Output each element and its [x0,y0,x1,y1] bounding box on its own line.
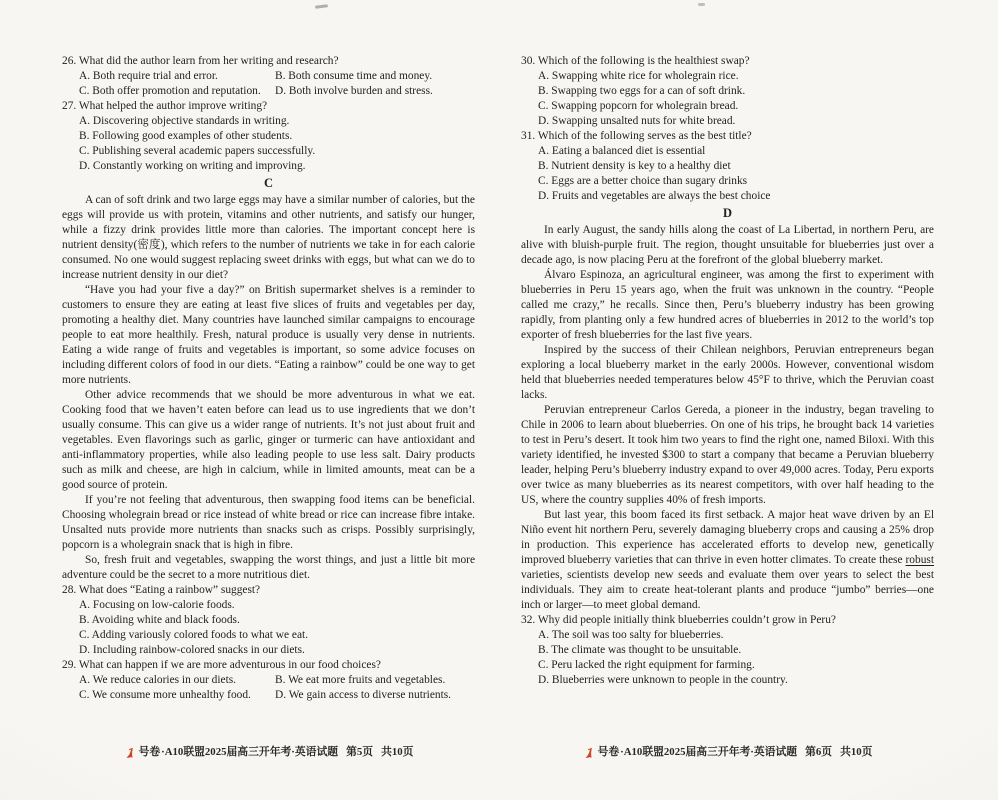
option-B: B. We eat more fruits and vegetables. [275,674,446,686]
paragraph-text: Peruvian entrepreneur Carlos Gereda, a pioneer in the industry, began traveling to Chile in 2006 to learn about blueberries. On one of his trips, he brought back 14 varieties to test in Peru’s desert. It took him two years to find the right one, named Biloxi. With this variety identified, he invested $300 to start a company that became a Peruvian blueberry leader, helping Peru’s blueberry industry expand to over 49,000 acres. Today, Peru exports over twice as many blueberries as its nearest competitors, with over half heading to the US, where the country supplies 40% of fresh imports. [521,404,934,506]
option-A: A. The soil was too salty for blueberries. [538,629,724,641]
option-D: D. Swapping unsalted nuts for white bread. [538,115,736,127]
footer-page-total: 共10页 [840,746,873,758]
footer-left [62,745,475,759]
paragraph-text: Álvaro Espinoza, an agricultural engineer, was among the first to experiment with blueberries in Peru 15 years ago, when the fruit was unknown in the country. “People called me crazy,” he recalls. Since then, Peru’s blueberry industry has been growing rapidly, from planting only a few hundred acres of blueberries in 2012 to the world’s top exporter of fresh blueberries for the last five years. [521,269,934,341]
option-A: A. Eating a balanced diet is essential [538,145,706,157]
option-A: A. Swapping white rice for wholegrain rice. [538,70,739,82]
passage-paragraph [62,493,475,553]
option-C: C. We consume more unhealthy food. [79,689,251,701]
passage-section-label: C [263,176,274,190]
question-stem: 29. What can happen if we are more adventurous in our food choices? [62,659,381,671]
option-C: C. Both offer promotion and reputation. [79,85,261,97]
paragraph-text: In early August, the sandy hills along the coast of La Libertad, in northern Peru, are alive with bluish-purple fruit. The region, thought unsuitable for blueberries just over a decade ago, is now placing Peru at the forefront of the global blueberry market. [521,224,934,266]
question-stem: 31. Which of the following serves as the best title? [521,130,752,142]
option-B: B. Following good examples of other students. [79,130,293,142]
question-27 [62,99,475,174]
option-C: C. Adding variously colored foods to what we eat. [79,629,309,641]
option-row [62,673,475,688]
question-31 [521,129,934,204]
question-stem: 32. Why did people initially think blueberries couldn’t grow in Peru? [521,614,836,626]
page-footer [62,745,934,759]
paragraph-text: So, fresh fruit and vegetables, swapping the worst things, and just a little bit more adventure could be the secret to a more nutritious diet. [62,554,475,581]
scan-artifact [315,4,328,9]
footer-meta: ·A10联盟2025届高三开年考·英语试题 [620,746,798,758]
option-D: D. Blueberries were unknown to people in the country. [538,674,788,686]
passage-paragraph [62,388,475,493]
paragraph-text: varieties, scientists develop new seeds and evaluate them over years to select the best individuals. They aim to create heat-tolerant plants and produce “jumbo” berries—one inch or larger—to meet global demand. [521,569,934,611]
option-D: D. We gain access to diverse nutrients. [275,689,452,701]
footer-brand: 号卷 [138,746,161,758]
option-row [62,84,475,99]
passage-paragraph [521,343,934,403]
question-26 [62,54,475,99]
option-B: B. Both consume time and money. [275,70,433,82]
option-B: B. The climate was thought to be unsuitable. [538,644,742,656]
option-A: A. Focusing on low-calorie foods. [79,599,235,611]
option-B: B. Swapping two eggs for a can of soft drink. [538,85,746,97]
option-C: C. Eggs are a better choice than sugary drinks [538,175,748,187]
paragraph-text: If you’re not feeling that adventurous, then swapping food items can be beneficial. Choosing wholegrain bread or rice instead of white bread or rice can increase fibre intake. Unsalted nuts provide more nutrients than snacks such as crisps. Possibly surprisingly, popcorn is a wholegrain snack that is high in fibre. [62,494,475,551]
page-body [62,54,934,703]
question-stem: 27. What helped the author improve writing? [62,100,268,112]
page-left-column [62,54,475,703]
underlined-word: robust [905,554,934,566]
footer-brand: 号卷 [597,746,620,758]
paragraph-text: A can of soft drink and two large eggs may have a similar number of calories, but the eggs will provide us with protein, vitamins and other nutrients, and satisfy our hunger, while a fizzy drink provides little more than calories. The important concept here is nutrient density(密度), which refers to the number of nutrients we take in for each calorie consumed. No one would suggest replacing sweet drinks with eggs, but what can we do to increase nutrient density in our diet? [62,194,475,281]
question-28 [62,583,475,658]
passage-paragraph [521,268,934,343]
question-stem: 30. Which of the following is the healthiest swap? [521,55,750,67]
option-D: D. Including rainbow-colored snacks in our diets. [79,644,305,656]
option-D: D. Constantly working on writing and improving. [79,160,306,172]
footer-right [521,745,934,759]
option-C: C. Peru lacked the right equipment for farming. [538,659,755,671]
option-D: D. Fruits and vegetables are always the best choice [538,190,771,202]
paragraph-text: Inspired by the success of their Chilean neighbors, Peruvian entrepreneurs began exploring a local blueberry market in the early 2000s. However, conventional wisdom held that blueberries needed temperatures below 45°F to thrive, which the Peruvian coast lacks. [521,344,934,401]
page-right-column [521,54,934,703]
option-row [62,69,475,84]
option-C: C. Publishing several academic papers successfully. [79,145,316,157]
option-B: B. Nutrient density is key to a healthy diet [538,160,731,172]
paragraph-text: Other advice recommends that we should be more adventurous in what we eat. Cooking food that we haven’t eaten before can lead us to use ingredients that we don’t usually consume. This can give us a wider range of nutrients. It’s not just about fruit and vegetables. Even flavorings such as garlic, ginger or turmeric can have antioxidant and anti-inflammatory properties, while also leading people to use less salt. Dairy products such as milk and cheese, are high in calcium, while in limited amounts, meat can be a good source of protein. [62,389,475,491]
option-B: B. Avoiding white and black foods. [79,614,240,626]
option-A: A. Discovering objective standards in writing. [79,115,290,127]
paragraph-text: But last year, this boom faced its first setback. A major heat wave driven by an El Niño event hit northern Peru, severely damaging blueberry crops and causing a 25% drop in production. This experience has accelerated efforts to develop new, genetically improved blueberry varieties that can thrive in even hotter climates. To create these [521,509,934,566]
question-32 [521,613,934,688]
passage-paragraph [62,193,475,283]
brand-1-icon [583,747,596,760]
footer-page-number: 第6页 [805,746,833,758]
passage-paragraph [521,508,934,613]
question-stem: 26. What did the author learn from her writing and research? [62,55,339,67]
passage-paragraph [521,403,934,508]
footer-meta: ·A10联盟2025届高三开年考·英语试题 [161,746,339,758]
option-A: A. We reduce calories in our diets. [79,674,237,686]
passage-paragraph [62,283,475,388]
passage-paragraph [62,553,475,583]
question-29 [62,658,475,703]
option-D: D. Both involve burden and stress. [275,85,433,97]
option-C: C. Swapping popcorn for wholegrain bread. [538,100,739,112]
footer-page-total: 共10页 [381,746,414,758]
option-A: A. Both require trial and error. [79,70,218,82]
brand-1-icon [124,747,137,760]
scan-artifact [698,3,705,6]
question-stem: 28. What does “Eating a rainbow” suggest? [62,584,261,596]
passage-section-label: D [722,206,733,220]
question-30 [521,54,934,129]
passage-paragraph [521,223,934,268]
option-row [62,688,475,703]
paragraph-text: “Have you had your five a day?” on British supermarket shelves is a reminder to customers to ensure they are eating at least five slices of fruits and vegetables per day, promoting a healthy diet. Many countries have launched similar campaigns to encourage people to eat more healthily. Fresh, natural produce is usually very dense in nutrients. Eating a wide range of fruits and vegetables is important, so some advice focuses on including different colors of food in our diets. “Eating a rainbow” could be one way to get more nutrients. [62,284,475,386]
footer-page-number: 第5页 [346,746,374,758]
